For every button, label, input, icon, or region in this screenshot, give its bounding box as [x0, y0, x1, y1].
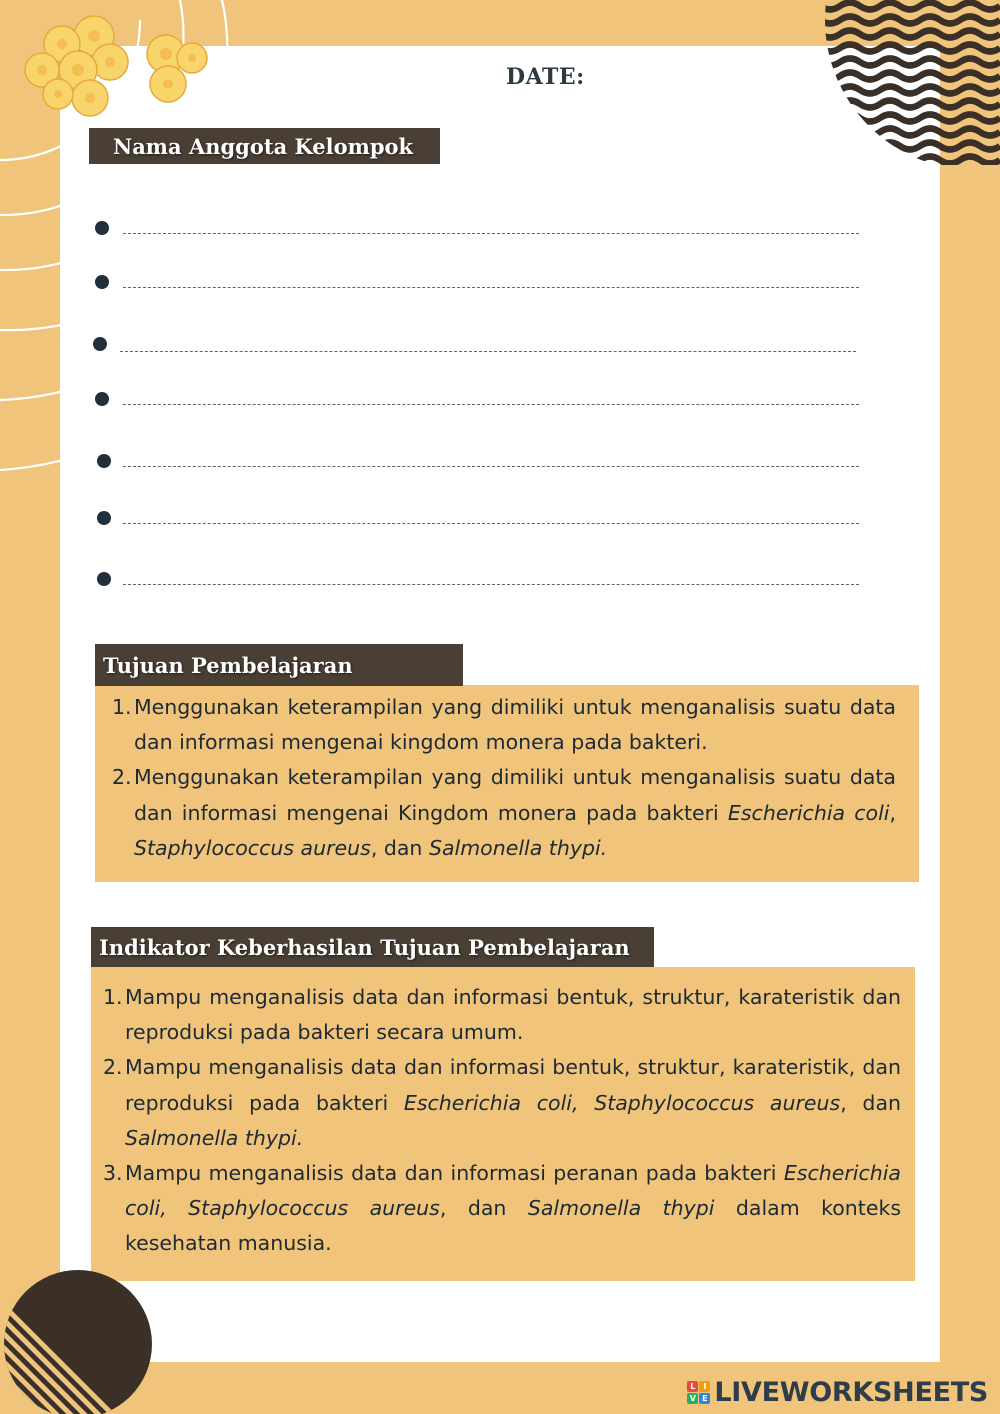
member-name-line[interactable]	[123, 466, 859, 467]
goals-list	[112, 690, 896, 866]
logo-square: L	[687, 1381, 698, 1392]
text-segment: Mampu menganalisis data dan informasi bentuk, struktur, karateristik dan reproduksi pada bakteri secara umum.	[125, 985, 901, 1045]
text-segment: , dan	[439, 1196, 528, 1221]
decorative-wave-pattern	[800, 0, 1000, 165]
text-segment: Mampu menganalisis data dan informasi bentuk, struktur, karateristik, dan reproduksi pada bakteri	[125, 1055, 901, 1115]
member-name-line[interactable]	[123, 584, 859, 585]
indicators-list	[103, 980, 901, 1262]
indicators_section-item-text	[125, 1050, 901, 1156]
member-name-line[interactable]	[120, 351, 856, 352]
goals_section-item-number: 1.	[112, 695, 132, 719]
text-segment: Mampu menganalisis data dan informasi peranan pada bakteri	[125, 1161, 784, 1186]
species-name: Escherichia coli	[727, 800, 890, 825]
goals_section-item	[112, 690, 896, 760]
bacteria-cluster-illustration	[14, 14, 214, 124]
indicators_section-item	[103, 1156, 901, 1262]
goals_section-item	[112, 760, 896, 866]
indicators_section-item-number: 1.	[103, 985, 123, 1009]
date-label: DATE:	[506, 64, 585, 90]
member-name-line[interactable]	[123, 523, 859, 524]
species-name: Escherichia coli, Staphylococcus aureus	[125, 1161, 901, 1221]
goals_section-item-number: 2.	[112, 765, 132, 790]
text-segment: , dan	[370, 835, 429, 860]
text-segment: Menggunakan keterampilan yang dimiliki untuk menganalisis suatu data dan informasi mengenai kingdom monera pada bakteri.	[134, 695, 896, 755]
text-segment: , dan	[840, 1090, 901, 1115]
goals_section-item-text	[134, 690, 896, 760]
logo-square: I	[699, 1381, 710, 1392]
bullet-icon	[97, 511, 111, 525]
indicators_section-item-text	[125, 980, 901, 1050]
species-name: Salmonella thypi.	[125, 1125, 304, 1150]
indicators_section-item	[103, 1050, 901, 1156]
indicators_section-item-number: 3.	[103, 1161, 123, 1186]
liveworksheets-logo-icon	[687, 1381, 710, 1404]
text-segment: Menggunakan keterampilan yang dimiliki untuk menganalisis suatu data dan informasi mengenai Kingdom monera pada bakteri	[134, 765, 896, 825]
indicators_section-item-number: 2.	[103, 1055, 123, 1080]
bullet-icon	[95, 221, 109, 235]
indicators-section-title: Indikator Keberhasilan Tujuan Pembelajaran	[91, 927, 654, 967]
species-name: Salmonella thypi	[527, 1196, 715, 1221]
text-segment: dalam konteks kesehatan manusia.	[125, 1196, 902, 1256]
members-section-title: Nama Anggota Kelompok	[89, 128, 440, 164]
bullet-icon	[97, 454, 111, 468]
species-name: Staphylococcus aureus	[134, 835, 371, 860]
member-name-line[interactable]	[123, 287, 859, 288]
indicators_section-item-text	[125, 1156, 901, 1262]
bullet-icon	[95, 275, 109, 289]
goals_section-item-text	[134, 760, 896, 866]
indicators_section-item	[103, 980, 901, 1050]
member-name-line[interactable]	[123, 404, 859, 405]
decorative-striped-circle	[0, 1270, 152, 1414]
text-segment: ,	[889, 800, 897, 825]
member-name-line[interactable]	[123, 233, 859, 234]
species-name: Salmonella thypi.	[428, 835, 608, 860]
bullet-icon	[97, 572, 111, 586]
liveworksheets-watermark[interactable]	[687, 1377, 988, 1408]
logo-square: V	[687, 1393, 698, 1404]
logo-square: E	[699, 1393, 710, 1404]
bullet-icon	[93, 337, 107, 351]
watermark-text: LIVEWORKSHEETS	[714, 1377, 988, 1408]
goals-section-title: Tujuan Pembelajaran	[95, 644, 463, 686]
species-name: Escherichia coli, Staphylococcus aureus	[403, 1090, 841, 1115]
bullet-icon	[95, 392, 109, 406]
